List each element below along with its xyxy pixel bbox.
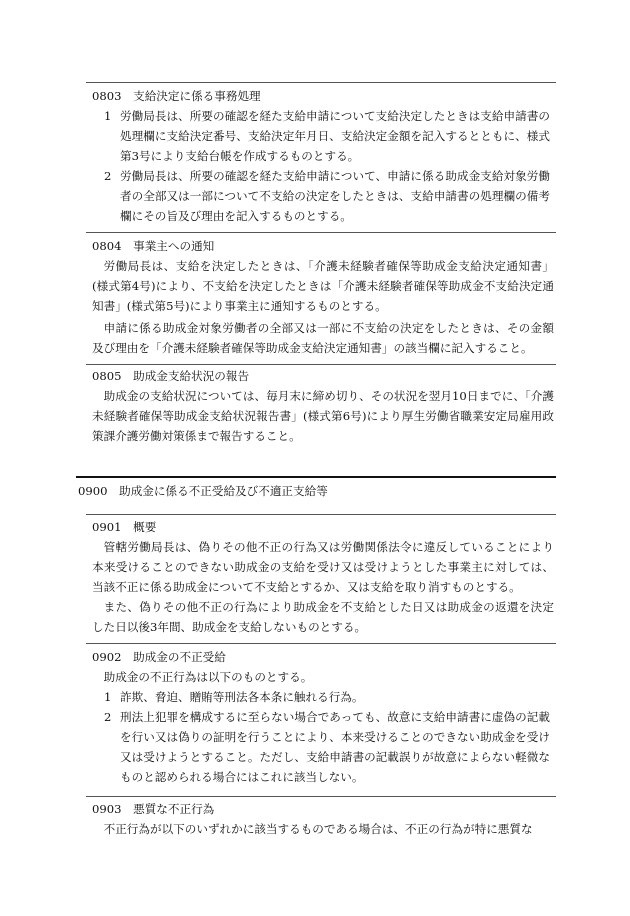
list-item-number: 2: [104, 169, 112, 183]
paragraph: 助成金の不正行為は以下のものとする。: [103, 670, 313, 684]
section-heading-0903: 0903 悪質な不正行為: [92, 802, 215, 816]
section-divider: [86, 514, 556, 515]
section-divider: [86, 82, 556, 83]
section-heading-0902: 0902 助成金の不正受給: [92, 650, 226, 664]
section-divider: [86, 643, 556, 644]
section-divider: [86, 232, 556, 233]
section-heading-0901: 0901 概要: [92, 520, 157, 534]
list-item-number: 2: [104, 710, 112, 724]
list-item: [104, 707, 550, 787]
list-item: [104, 166, 550, 226]
list-item-number: 1: [104, 109, 112, 123]
section-divider: [86, 796, 556, 797]
chapter-divider: [76, 476, 556, 478]
list-item-text: 労働局長は、所要の確認を経た支給申請について支給決定したときは支給申請書の処理欄に支給決定番号、支給決定年月日、支給決定金額を記入するとともに、様式第3号により支給台帳を作成するものとする。: [120, 109, 550, 163]
list-item-text: 詐欺、脅迫、贈賄等刑法各本条に触れる行為。: [120, 690, 364, 704]
paragraph: 不正行為が以下のいずれかに該当するものである場合は、不正の行為が特に悪質な: [103, 822, 533, 836]
list-item-text: 刑法上犯罪を構成するに至らない場合であっても、故意に支給申請書に虚偽の記載を行い又は偽りの証明を行うことにより、本来受けることのできない助成金を受け又は受けようとすること。ただし、支給申請書の記載誤りが故意によらない軽微なものと認められる場合にはこれに該当しない。: [120, 710, 550, 784]
section-heading-0805: 0805 助成金支給状況の報告: [92, 369, 250, 383]
list-item-number: 1: [104, 690, 112, 704]
section-heading-0804: 0804 事業主への通知: [92, 239, 215, 253]
paragraph: 管轄労働局長は、偽りその他不正の行為又は労働関係法令に違反していることにより本来受けることのできない助成金の支給を受け又は受けようとした事業主に対しては、当該不正に係る助成金について不支給とするか、又は支給を取り消すものとする。: [92, 540, 554, 594]
paragraph: 助成金の支給状況については、毎月末に締め切り、その状況を翌月10日までに、「介護未経験者確保等助成金支給状況報告書」(様式第6号)により厚生労働省職業安定局雇用政策課介護労働対策係まで報告すること。: [92, 389, 554, 443]
paragraph: 申請に係る助成金対象労働者の全部又は一部に不支給の決定をしたときは、その金額及び理由を「介護未経験者確保等助成金支給決定通知書」の該当欄に記入すること。: [92, 321, 554, 355]
paragraph: また、偽りその他不正の行為により助成金を不支給とした日又は助成金の返還を決定した日以後3年間、助成金を支給しないものとする。: [92, 600, 554, 634]
paragraph: 労働局長は、支給を決定したときは、「介護未経験者確保等助成金支給決定通知書」(様式第4号)により、不支給を決定したときは「介護未経験者確保等助成金不支給決定通知書」(様式第5号)により事業主に通知するものとする。: [92, 259, 554, 313]
list-item: [104, 106, 550, 166]
chapter-heading-0900: 0900 助成金に係る不正受給及び不適正支給等: [78, 484, 328, 498]
list-item-text: 労働局長は、所要の確認を経た支給申請について、申請に係る助成金支給対象労働者の全部又は一部について不支給の決定をしたときは、支給申請書の処理欄の備考欄にその旨及び理由を記入するものとする。: [120, 169, 550, 223]
list-item: [104, 687, 550, 707]
section-divider: [86, 364, 556, 365]
section-heading-0803: 0803 支給決定に係る事務処理: [92, 89, 261, 103]
